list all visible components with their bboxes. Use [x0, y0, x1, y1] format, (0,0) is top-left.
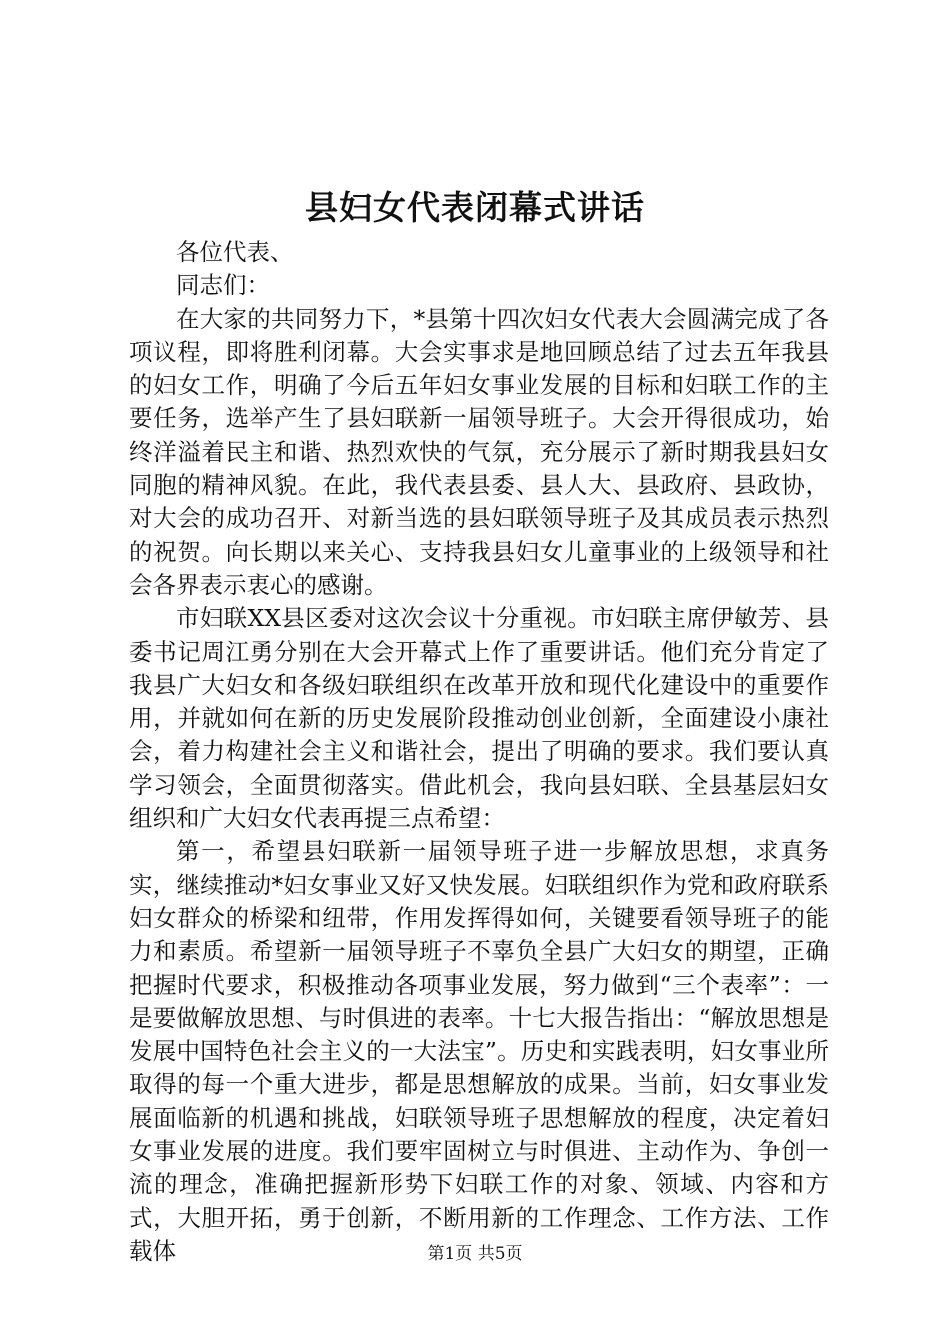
document-body	[129, 236, 829, 1268]
body-paragraph: 第一，希望县妇联新一届领导班子进一步解放思想，求真务实，继续推动*妇女事业又好又快发展。妇联组织作为党和政府联系妇女群众的桥梁和纽带，作用发挥得如何，关键要看领导班子的能力和素质。希望新一届领导班子不辜负全县广大妇女的期望，正确把握时代要求，积极推动各项事业发展，努力做到“三个表率”：一是要做解放思想、与时俱进的表率。十七大报告指出：“解放思想是发展中国特色社会主义的一大法宝”。历史和实践表明，妇女事业所取得的每一个重大进步，都是思想解放的成果。当前，妇女事业发展面临新的机遇和挑战，妇联领导班子思想解放的程度，决定着妇女事业发展的进度。我们要牢固树立与时俱进、主动作为、争创一流的理念，准确把握新形势下妇联工作的对象、领域、内容和方式，大胆开拓，勇于创新，不断用新的工作理念、工作方法、工作载体	[129, 837, 829, 1265]
salutation-line: 各位代表、	[176, 238, 294, 266]
salutation-line: 同志们：	[176, 271, 270, 300]
document-title: 县妇女代表闭幕式讲话	[305, 188, 645, 227]
body-paragraph: 市妇联XX县区委对这次会议十分重视。市妇联主席伊敏芳、县委书记周江勇分别在大会开幕式上作了重要讲话。他们充分肯定了我县广大妇女和各级妇联组织在改革开放和现代化建设中的重要作用，并就如何在新的历史发展阶段推动创业创新，全面建设小康社会，着力构建社会主义和谐社会，提出了明确的要求。我们要认真学习领会，全面贯彻落实。借此机会，我向县妇联、全县基层妇女组织和广大妇女代表再提三点希望：	[129, 604, 829, 833]
page-number-footer: 第1页 共5页	[427, 1244, 523, 1264]
body-paragraph: 在大家的共同努力下，*县第十四次妇女代表大会圆满完成了各项议程，即将胜利闭幕。大会实事求是地回顾总结了过去五年我县的妇女工作，明确了今后五年妇女事业发展的目标和妇联工作的主要任务，选举产生了县妇联新一届领导班子。大会开得很成功，始终洋溢着民主和谐、热烈欢快的气氛，充分展示了新时期我县妇女同胞的精神风貌。在此，我代表县委、县人大、县政府、县政协，对大会的成功召开、对新当选的县妇联领导班子及其成员表示热烈的祝贺。向长期以来关心、支持我县妇女儿童事业的上级领导和社会各界表示衷心的感谢。	[129, 304, 829, 599]
